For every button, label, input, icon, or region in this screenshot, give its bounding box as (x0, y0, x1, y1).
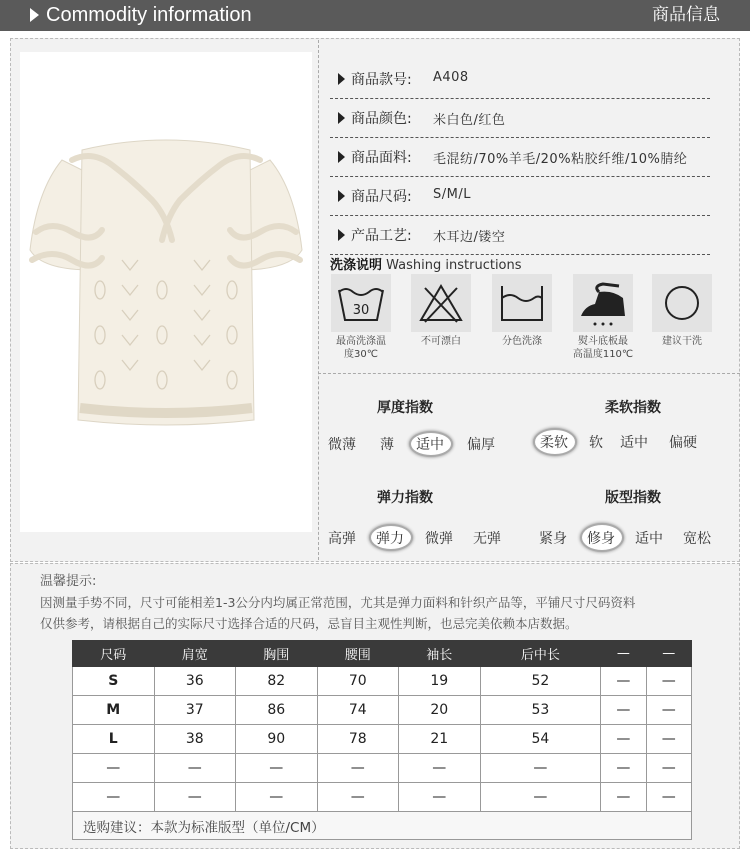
table-cell: — (154, 783, 236, 812)
table-cell: 90 (236, 725, 318, 754)
bullet-arrow-icon (338, 151, 345, 163)
table-cell: 82 (236, 667, 318, 696)
elasticity-option: 微弹 (425, 531, 453, 547)
table-cell: 54 (480, 725, 601, 754)
table-cell: — (601, 725, 646, 754)
table-cell: 78 (317, 725, 399, 754)
table-cell: 70 (317, 667, 399, 696)
size-table (72, 640, 692, 840)
table-cell: — (73, 783, 155, 812)
fit-option: 紧身 (539, 531, 567, 547)
info-row-craft (330, 216, 710, 255)
table-cell: — (601, 783, 646, 812)
table-cell: — (399, 783, 481, 812)
softness-option: 适中 (620, 435, 648, 451)
header-bar (0, 0, 750, 31)
table-cell: M (73, 696, 155, 725)
elasticity-title: 弹力指数 (377, 490, 433, 506)
thickness-option: 薄 (380, 437, 394, 453)
table-cell: — (317, 754, 399, 783)
table-cell: S (73, 667, 155, 696)
notes-title: 温馨提示: (40, 574, 97, 589)
size-table-header (73, 641, 692, 667)
info-row-style-no (330, 60, 710, 99)
table-cell: 19 (399, 667, 481, 696)
softness-option: 偏硬 (669, 435, 697, 451)
header-title-cn: 商品信息 (652, 5, 720, 25)
thickness-option-selected: 适中 (416, 437, 444, 453)
product-info-list (330, 60, 710, 255)
bullet-arrow-icon (338, 112, 345, 124)
table-cell: — (646, 667, 692, 696)
notes-line: 仅供参考，请根据自己的实际尺寸选择合适的尺码，忌盲目主观性判断，也忌完美依赖本店数据。 (40, 616, 578, 631)
washing-title (330, 254, 522, 273)
table-cell: 38 (154, 725, 236, 754)
table-cell: — (646, 783, 692, 812)
table-cell: — (399, 754, 481, 783)
table-cell: — (646, 696, 692, 725)
table-cell: — (646, 754, 692, 783)
table-cell: — (646, 725, 692, 754)
fit-option: 适中 (635, 531, 663, 547)
table-row (73, 725, 692, 754)
elasticity-option-selected: 弹力 (376, 531, 404, 547)
info-row-color (330, 99, 710, 138)
softness-option: 软 (589, 435, 603, 451)
table-cell: — (480, 754, 601, 783)
table-cell: 86 (236, 696, 318, 725)
wash-caption: 最高洗涤温 度30℃ (336, 336, 386, 360)
info-value: 米白色/红色 (433, 113, 506, 128)
table-cell: — (236, 754, 318, 783)
bullet-arrow-icon (338, 190, 345, 202)
wash-30-icon (331, 274, 391, 332)
info-label: 商品尺码: (351, 189, 412, 205)
elasticity-option: 高弹 (328, 531, 356, 547)
table-row (73, 696, 692, 725)
separate-wash-icon (492, 274, 552, 332)
thickness-title: 厚度指数 (377, 400, 433, 416)
no-bleach-icon (411, 274, 471, 332)
header-arrow-icon (30, 8, 39, 22)
horizontal-divider (318, 373, 740, 374)
product-image (22, 120, 310, 440)
column-header: 尺码 (73, 641, 155, 667)
table-cell: L (73, 725, 155, 754)
info-label: 商品面料: (351, 150, 412, 166)
column-header: 后中长 (480, 641, 601, 667)
purchase-advice: 选购建议：本款为标准版型（单位/CM） (73, 812, 692, 840)
softness-option-selected: 柔软 (540, 435, 568, 451)
softness-title: 柔软指数 (605, 400, 661, 416)
table-cell: 37 (154, 696, 236, 725)
vertical-divider (318, 40, 319, 560)
column-header: 肩宽 (154, 641, 236, 667)
table-cell: 20 (399, 696, 481, 725)
info-label: 产品工艺: (351, 228, 412, 244)
column-header: 袖长 (399, 641, 481, 667)
info-value: 木耳边/镂空 (433, 230, 506, 245)
table-cell: 52 (480, 667, 601, 696)
table-cell: — (236, 783, 318, 812)
info-label: 商品颜色: (351, 111, 412, 127)
thickness-option: 偏厚 (467, 437, 495, 453)
table-cell: — (601, 754, 646, 783)
info-value: S/M/L (433, 187, 471, 202)
table-cell: — (601, 696, 646, 725)
wash-caption: 分色洗涤 (502, 336, 542, 347)
table-cell: — (601, 667, 646, 696)
wash-temp-label: 30 (352, 303, 370, 318)
wash-caption: 建议干洗 (662, 336, 702, 347)
column-header: — (601, 641, 646, 667)
table-footer-row (73, 812, 692, 840)
table-cell: — (317, 783, 399, 812)
info-row-size (330, 177, 710, 216)
bullet-arrow-icon (338, 73, 345, 85)
fit-title: 版型指数 (605, 490, 661, 506)
fit-option: 宽松 (683, 531, 711, 547)
table-cell: 36 (154, 667, 236, 696)
info-value: 毛混纺/70%羊毛/20%粘胶纤维/10%腈纶 (433, 152, 688, 167)
info-label: 商品款号: (351, 72, 412, 88)
washing-title-en: Washing instructions (386, 258, 522, 273)
bullet-arrow-icon (338, 229, 345, 241)
table-cell: — (154, 754, 236, 783)
tumble-dry-icon (652, 274, 712, 332)
table-row (73, 667, 692, 696)
table-row (73, 783, 692, 812)
fit-option-selected: 修身 (587, 531, 615, 547)
table-cell: 21 (399, 725, 481, 754)
iron-icon (573, 274, 633, 332)
wash-caption: 不可漂白 (421, 336, 461, 347)
column-header: 胸围 (236, 641, 318, 667)
header-title-en: Commodity information (46, 4, 252, 26)
info-row-fabric (330, 138, 710, 177)
washing-title-cn: 洗涤说明 (330, 258, 383, 273)
table-cell: 74 (317, 696, 399, 725)
wash-caption: 熨斗底板最 高温度110℃ (572, 336, 634, 360)
table-row (73, 754, 692, 783)
elasticity-option: 无弹 (473, 531, 501, 547)
thickness-option: 微薄 (328, 437, 356, 453)
table-cell: — (480, 783, 601, 812)
info-value: A408 (433, 70, 469, 85)
notes-line: 因测量手势不同，尺寸可能相差1-3公分内均属正常范围，尤其是弹力面料和针织产品等，平铺尺寸尺码资料 (40, 595, 636, 610)
column-header: 腰围 (317, 641, 399, 667)
column-header: — (646, 641, 692, 667)
table-cell: 53 (480, 696, 601, 725)
table-cell: — (73, 754, 155, 783)
